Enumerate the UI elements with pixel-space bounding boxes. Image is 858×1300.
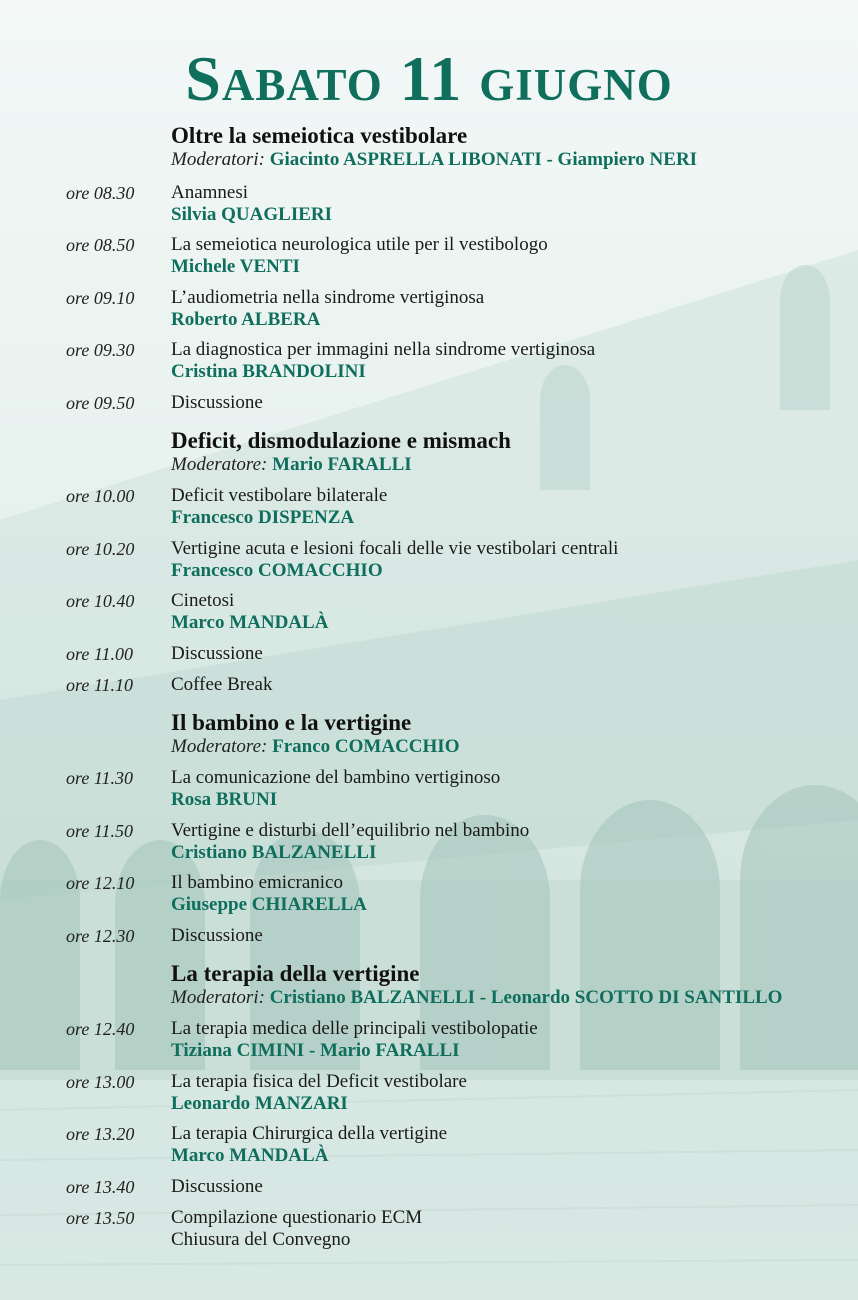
session-time: ore 13.20	[66, 1124, 135, 1144]
session-time: ore 10.00	[66, 486, 135, 506]
session-details	[171, 392, 263, 414]
moderator-line	[171, 149, 697, 171]
session-speaker: Tiziana CIMINI - Mario FARALLI	[171, 1040, 460, 1061]
session-time: ore 11.30	[66, 768, 133, 788]
session-details	[171, 643, 263, 665]
session-time: ore 09.10	[66, 288, 135, 308]
session-topic: Discussione	[171, 643, 263, 664]
session-topic: Vertigine e disturbi dell’equilibrio nel bambino	[171, 820, 530, 841]
session-details	[171, 767, 500, 811]
section-header	[171, 961, 782, 1009]
moderator-line	[171, 454, 511, 476]
section-title: La terapia della vertigine	[171, 961, 420, 986]
session-time: ore 09.50	[66, 393, 135, 413]
session-time: ore 11.50	[66, 821, 133, 841]
session-details	[171, 538, 618, 582]
session-topic: Coffee Break	[171, 674, 273, 695]
session-topic: Deficit vestibolare bilaterale	[171, 485, 388, 506]
session-speaker: Roberto ALBERA	[171, 309, 321, 330]
session-time: ore 13.50	[66, 1208, 135, 1228]
session-speaker: Cristiano BALZANELLI	[171, 842, 377, 863]
section-header	[171, 123, 697, 171]
session-details	[171, 820, 529, 864]
session-topic: Cinetosi	[171, 590, 235, 611]
moderator-label: Moderatore:	[171, 736, 268, 757]
session-time: ore 08.50	[66, 235, 135, 255]
session-speaker: Rosa BRUNI	[171, 789, 278, 810]
session-topic: La terapia fisica del Deficit vestibolare	[171, 1071, 467, 1092]
session-details	[171, 1071, 467, 1115]
session-details	[171, 872, 367, 916]
session-topic: Discussione	[171, 392, 263, 413]
session-topic: La diagnostica per immagini nella sindrome vertiginosa	[171, 339, 596, 360]
session-speaker: Francesco DISPENZA	[171, 507, 355, 528]
moderator-label: Moderatori:	[171, 987, 265, 1008]
session-details	[171, 1123, 447, 1167]
moderator-line	[171, 987, 782, 1009]
session-details	[171, 339, 595, 383]
session-topic: Discussione	[171, 925, 263, 946]
session-note: Chiusura del Convegno	[171, 1229, 351, 1250]
session-speaker: Marco MANDALÀ	[171, 1145, 329, 1166]
session-speaker: Cristina BRANDOLINI	[171, 361, 366, 382]
session-details	[171, 234, 548, 278]
session-details	[171, 674, 272, 696]
session-time: ore 13.00	[66, 1072, 135, 1092]
session-topic: Compilazione questionario ECM	[171, 1207, 423, 1228]
session-topic: L’audiometria nella sindrome vertiginosa	[171, 287, 485, 308]
session-details	[171, 925, 263, 947]
session-speaker: Francesco COMACCHIO	[171, 560, 383, 581]
moderator-names: Cristiano BALZANELLI - Leonardo SCOTTO DI SANTILLO	[269, 987, 783, 1008]
section-title: Deficit, dismodulazione e mismach	[171, 428, 511, 453]
moderator-names: Mario FARALLI	[272, 454, 412, 475]
session-details	[171, 1176, 263, 1198]
session-topic: La terapia medica delle principali vestibolopatie	[171, 1018, 538, 1039]
session-time: ore 11.10	[66, 675, 133, 695]
session-time: ore 10.20	[66, 539, 135, 559]
moderator-line	[171, 736, 459, 758]
session-details	[171, 590, 328, 634]
moderator-names: Giacinto ASPRELLA LIBONATI - Giampiero NERI	[269, 149, 698, 170]
moderator-names: Franco COMACCHIO	[272, 736, 460, 757]
session-details	[171, 485, 387, 529]
session-topic: La comunicazione del bambino vertiginoso	[171, 767, 501, 788]
session-details	[171, 1018, 538, 1062]
session-details	[171, 287, 484, 331]
session-time: ore 10.40	[66, 591, 135, 611]
session-time: ore 12.40	[66, 1019, 135, 1039]
session-speaker: Silvia QUAGLIERI	[171, 204, 333, 225]
session-topic: La terapia Chirurgica della vertigine	[171, 1123, 448, 1144]
session-topic: Discussione	[171, 1176, 263, 1197]
session-topic: Il bambino emicranico	[171, 872, 343, 893]
session-topic: Anamnesi	[171, 182, 249, 203]
session-speaker: Giuseppe CHIARELLA	[171, 894, 367, 915]
moderator-label: Moderatore:	[171, 454, 268, 475]
session-time: ore 12.30	[66, 926, 135, 946]
session-speaker: Leonardo MANZARI	[171, 1093, 348, 1114]
session-time: ore 11.00	[66, 644, 133, 664]
moderator-label: Moderatori:	[171, 149, 265, 170]
session-speaker: Michele VENTI	[171, 256, 300, 277]
session-time: ore 12.10	[66, 873, 135, 893]
session-time: ore 08.30	[66, 183, 135, 203]
section-header	[171, 428, 511, 476]
session-details	[171, 1207, 422, 1251]
session-time: ore 13.40	[66, 1177, 135, 1197]
session-topic: Vertigine acuta e lesioni focali delle vie vestibolari centrali	[171, 538, 619, 559]
session-details	[171, 182, 332, 226]
session-time: ore 09.30	[66, 340, 135, 360]
session-speaker: Marco MANDALÀ	[171, 612, 329, 633]
section-header	[171, 710, 459, 758]
section-title: Oltre la semeiotica vestibolare	[171, 123, 468, 148]
day-title: Sabato 11 giugno	[185, 43, 673, 114]
session-topic: La semeiotica neurologica utile per il vestibologo	[171, 234, 548, 255]
section-title: Il bambino e la vertigine	[171, 710, 412, 735]
